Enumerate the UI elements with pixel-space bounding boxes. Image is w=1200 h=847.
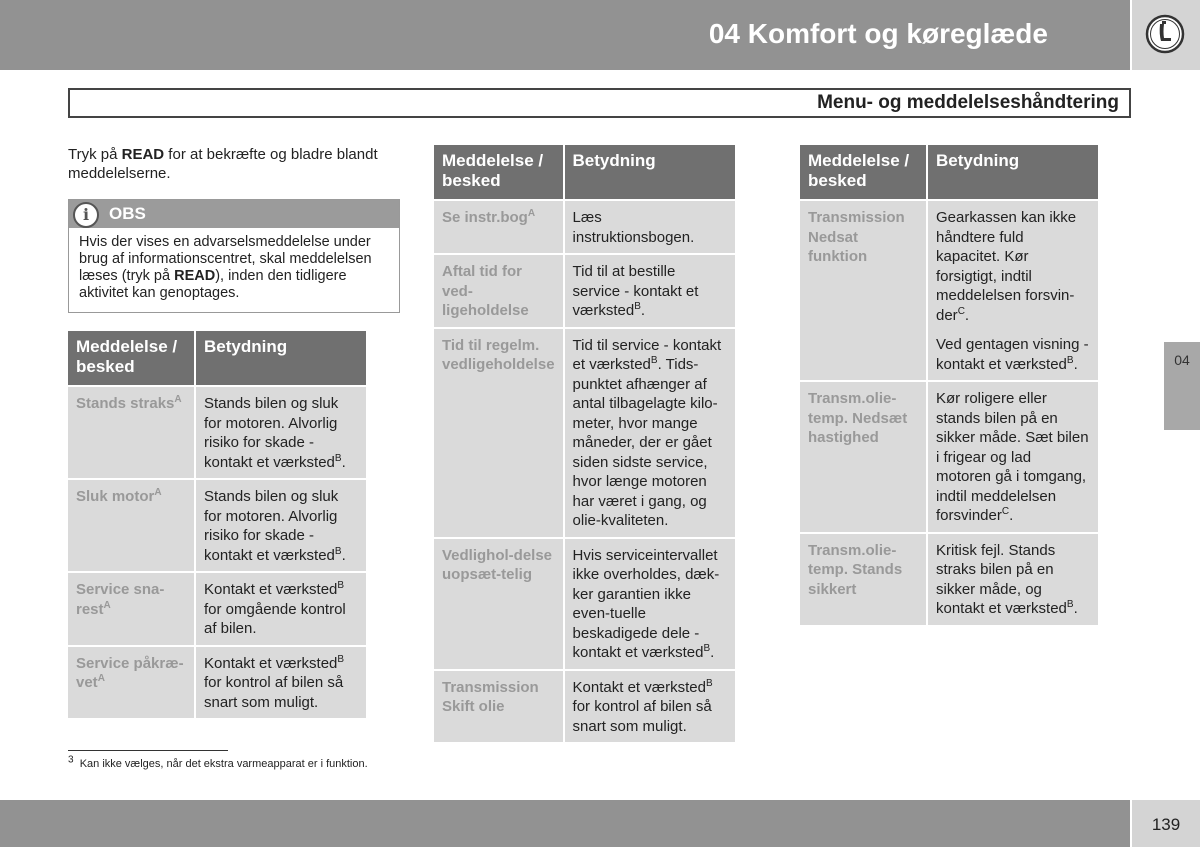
meaning-text: Kontakt et værksted (572, 678, 706, 696)
meaning-cell (928, 534, 1098, 625)
side-tab-label: 04 (1174, 352, 1190, 368)
table-row (800, 382, 1098, 532)
meaning-cell (565, 201, 735, 253)
meaning-superscript: B (650, 355, 658, 366)
obs-text-end: ), inden den tidligere aktivitet kan genoptages. (79, 268, 347, 301)
page-number: 139 (1151, 815, 1181, 834)
meaning-superscript: B (337, 653, 345, 665)
message-cell (800, 201, 926, 380)
info-icon-letter: i (82, 205, 90, 224)
footnote-divider (68, 750, 228, 751)
meaning-text-end: . (710, 644, 715, 661)
bottom-bar (0, 800, 1130, 847)
message-cell (434, 671, 563, 743)
meaning-text: Gearkassen kan ikke håndtere fuld kapacitet. Kør forsigtigt, indtil meddelelsen forsvin-der (936, 209, 1077, 324)
meaning-superscript: B (703, 643, 711, 654)
message-text: Service sna-rest (76, 581, 165, 618)
section-title: Menu- og meddelelseshåndtering (817, 92, 1119, 113)
meaning-paragraph (936, 541, 1090, 619)
message-cell (434, 201, 563, 253)
meaning-text: Læs instruktionsbogen. (572, 209, 695, 246)
meaning-superscript: B (634, 301, 641, 312)
table-row (434, 329, 735, 537)
message-cell (68, 387, 194, 478)
meaning-superscript: B (1066, 599, 1074, 610)
column-header-message: Meddelelse / besked (800, 145, 926, 199)
table-row (68, 647, 366, 719)
message-cell (434, 255, 563, 327)
message-cell (68, 480, 194, 571)
message-text: Vedlighol-delse uopsæt-telig (442, 546, 553, 583)
meaning-paragraph (936, 335, 1090, 374)
message-text: Sluk motor (76, 488, 155, 505)
message-text: Stands straks (76, 395, 175, 412)
meaning-paragraph (573, 678, 727, 737)
meaning-paragraph (936, 208, 1090, 325)
meaning-paragraph (204, 487, 358, 565)
meaning-paragraph (204, 654, 358, 713)
meaning-superscript: B (334, 545, 342, 557)
message-text: Aftal tid for ved-ligeholdelse (442, 263, 529, 319)
meaning-text-end: . (1009, 507, 1014, 524)
meaning-cell (928, 382, 1098, 532)
table-row (434, 255, 735, 327)
meaning-cell (928, 201, 1098, 380)
meaning-cell (196, 387, 366, 478)
meaning-text: Tid til at bestille service - kontakt et værksted (572, 263, 699, 319)
meaning-superscript: C (1001, 506, 1010, 517)
meaning-cell (565, 255, 735, 327)
meaning-text-end: . (341, 453, 346, 471)
meaning-text-end: . (341, 546, 346, 564)
meaning-cell (565, 329, 735, 537)
meaning-text: Kritisk fejl. Stands straks bilen på en sikker måde, og kontakt et værksted (936, 541, 1067, 617)
meaning-text-end: for kontrol af bilen så snart som muligt. (204, 674, 344, 711)
footnote (68, 754, 368, 770)
meaning-cell (565, 539, 735, 669)
obs-text (69, 228, 399, 308)
message-table-3 (798, 143, 1100, 627)
meaning-text: Ved gentagen visning - kontakt et værksted (936, 336, 1089, 373)
message-superscript: A (154, 487, 162, 498)
chapter-icon-box (1132, 0, 1200, 70)
meaning-text: Tid til service - kontakt et værksted (572, 336, 722, 373)
message-superscript: A (103, 599, 111, 611)
table-row (434, 671, 735, 743)
column-header-message: Meddelelse / besked (434, 145, 563, 199)
obs-text-start: Hvis der vises en advarselsmeddelelse under brug af informationscentret, skal meddelelsen læses (tryk på (79, 234, 372, 284)
message-cell (800, 382, 926, 532)
table-row (68, 480, 366, 571)
meaning-cell (565, 671, 735, 743)
message-cell (434, 329, 563, 537)
message-text: Transmission Skift olie (442, 678, 539, 715)
column-header-meaning: Betydning (928, 145, 1098, 199)
obs-note-box (68, 199, 400, 313)
meaning-text-end: . (964, 306, 970, 324)
meaning-text-end: . Tids-punktet afhænger af antal tilbagelagte kilo-meter, hvor mange måneder, der er gået siden sidste service, hvor længe motoren har været i gang, og olie-kvaliteten. (572, 356, 718, 529)
table-row (800, 201, 1098, 380)
table-row (68, 387, 366, 478)
chapter-title: 04 Komfort og køreglæde (708, 18, 1048, 49)
table-row (800, 534, 1098, 625)
meaning-paragraph (573, 262, 727, 321)
column-header-message: Meddelelse / besked (68, 331, 194, 385)
meaning-paragraph (936, 389, 1090, 526)
meaning-cell (196, 480, 366, 571)
meaning-text-end: . (1073, 600, 1078, 617)
meaning-text-end: for omgående kontrol af bilen. (204, 600, 346, 637)
meaning-text: Hvis serviceintervallet ikke overholdes, dæk-ker garantien ikke even-tuelle beskadigede dele - kontakt et værksted (572, 546, 720, 661)
table-row (434, 201, 735, 253)
message-superscript: A (97, 673, 105, 684)
footnote-text: Kan ikke vælges, når det ekstra varmeapparat er i funktion. (79, 758, 368, 770)
message-text: Transmission Nedsat funktion (808, 209, 905, 265)
intro-text: Tryk på (68, 146, 122, 163)
obs-title: OBS (109, 204, 146, 223)
info-icon (73, 202, 99, 228)
meaning-text: Kontakt et værksted (204, 581, 338, 598)
meaning-cell (196, 573, 366, 645)
meaning-text: Kør roligere eller stands bilen på en sikker måde. Sæt bilen i frigear og lad motoren gå i tomgang, indtil meddelelsen forsvinder (936, 390, 1089, 524)
intro-bold: READ (121, 146, 165, 163)
meaning-text: Stands bilen og sluk for motoren. Alvorlig risiko for skade - kontakt et værksted (204, 395, 339, 471)
meaning-paragraph (204, 394, 358, 472)
column-header-meaning: Betydning (565, 145, 735, 199)
meaning-paragraph (204, 580, 358, 639)
meaning-superscript: C (957, 305, 965, 317)
message-text: Se instr.bog (442, 209, 528, 226)
message-table-2 (432, 143, 737, 744)
intro-text-end: for at bekræfte og bladre blandt meddelelserne. (68, 146, 378, 182)
table-row (68, 573, 366, 645)
section-heading-box (68, 88, 1131, 118)
message-text: Tid til regelm. vedligeholdelse (442, 336, 555, 373)
message-table-1 (66, 329, 368, 720)
obs-header (69, 200, 399, 228)
seat-icon (1145, 14, 1185, 54)
footnote-number: 3 (68, 754, 74, 766)
meaning-cell (196, 647, 366, 719)
message-cell (68, 573, 194, 645)
message-cell (800, 534, 926, 625)
meaning-text: Stands bilen og sluk for motoren. Alvorlig risiko for skade - kontakt et værksted (204, 488, 339, 564)
message-text: Service påkræ-vet (76, 654, 184, 691)
meaning-paragraph (573, 336, 727, 531)
meaning-superscript: B (334, 452, 342, 464)
top-bar (0, 0, 1130, 70)
message-cell (68, 647, 194, 719)
meaning-superscript: B (337, 580, 345, 591)
meaning-text-end: . (640, 302, 646, 319)
meaning-text-end: . (1073, 355, 1078, 373)
obs-bold: READ (174, 268, 216, 284)
message-text: Transm.olie-temp. Stands sikkert (808, 541, 903, 598)
page-number-box (1132, 800, 1200, 847)
meaning-paragraph (573, 546, 727, 663)
chapter-side-tab[interactable] (1164, 342, 1200, 430)
meaning-paragraph (573, 208, 727, 247)
message-cell (434, 539, 563, 669)
meaning-text-end: for kontrol af bilen så snart som muligt. (572, 698, 712, 735)
message-superscript: A (174, 394, 182, 405)
column-header-meaning: Betydning (196, 331, 366, 385)
message-superscript: A (527, 208, 536, 219)
message-text: Transm.olie-temp. Nedsæt hastighed (808, 390, 908, 446)
meaning-superscript: B (1066, 354, 1074, 366)
meaning-superscript: B (705, 677, 713, 689)
intro-paragraph (68, 145, 408, 183)
table-row (434, 539, 735, 669)
meaning-text: Kontakt et værksted (204, 654, 338, 672)
